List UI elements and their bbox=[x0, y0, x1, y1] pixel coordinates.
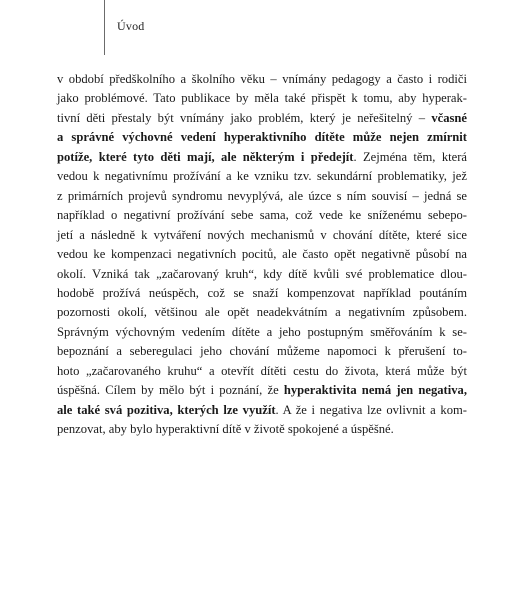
text-segment: hoto „začarovaného kruhu“ a otevřít dítěti cestu do života, která může být bbox=[57, 363, 467, 378]
text-segment: bepoznání a seberegulaci jeho chování můžeme napomoci k přerušení to- bbox=[57, 344, 467, 359]
text-line bbox=[57, 342, 467, 361]
text-line bbox=[57, 70, 467, 89]
bold-text-segment: hyperaktivita nemá jen negativa, bbox=[283, 383, 467, 398]
text-line bbox=[57, 89, 467, 108]
bold-text-segment: a správné výchovné vedení hyperaktivního dítěte může nejen zmírnit bbox=[57, 130, 467, 145]
text-line bbox=[57, 420, 467, 439]
text-line bbox=[57, 362, 467, 381]
text-segment: například o negativní prožívání sebe sama, což vede ke sníženému sebepo- bbox=[57, 208, 467, 223]
text-line bbox=[57, 226, 467, 245]
text-segment: pozornosti okolí, většinou ale opět neadekvátním a negativním způsobem. bbox=[57, 305, 467, 320]
text-line bbox=[57, 303, 467, 322]
text-segment: jetí a následně k vytváření nových mechanismů v chování dítěte, které sice bbox=[57, 227, 467, 242]
text-line bbox=[57, 148, 467, 167]
text-line bbox=[57, 245, 467, 264]
text-segment: vedou ke kompenzaci negativních pocitů, ale často opět negativně působí na bbox=[57, 247, 467, 262]
text-segment: okolí. Vzniká tak „začarovaný kruh“, kdy dítě kvůli své problematice dlou- bbox=[57, 266, 467, 281]
text-segment: . A že i negativa lze ovlivnit a kom- bbox=[275, 402, 467, 417]
text-segment: Správným výchovným vedením dítěte a jeho postupným směřováním k se- bbox=[57, 324, 467, 339]
text-line bbox=[57, 284, 467, 303]
text-segment: v období předškolního a školního věku – vnímány pedagogy a často i rodiči bbox=[57, 72, 467, 86]
text-segment: hodobě prožívá neúspěch, což se snaží kompenzovat například poutáním bbox=[57, 285, 467, 300]
text-segment: vedou k negativnímu prožívání a ke vzniku tzv. sekundární problematiky, jež bbox=[57, 169, 467, 184]
text-line bbox=[57, 323, 467, 342]
body-paragraph bbox=[57, 70, 467, 440]
bold-text-segment: potíže, které tyto děti mají, ale některým i předejít bbox=[57, 149, 354, 164]
text-line bbox=[57, 381, 467, 400]
text-line bbox=[57, 401, 467, 420]
text-line bbox=[57, 167, 467, 186]
text-segment: úspěšná. Cílem by mělo být i poznání, že bbox=[57, 383, 284, 398]
text-segment: penzovat, aby bylo hyperaktivní dítě v životě spokojené a úspěšné. bbox=[57, 422, 394, 437]
text-line bbox=[57, 109, 467, 128]
text-line bbox=[57, 128, 467, 147]
running-head: Úvod bbox=[117, 19, 145, 33]
header-divider-line bbox=[104, 0, 105, 55]
text-line bbox=[57, 206, 467, 225]
text-line bbox=[57, 187, 467, 206]
bold-text-segment: včasné bbox=[431, 110, 467, 125]
text-line bbox=[57, 265, 467, 284]
text-segment: z primárních projevů syndromu nevyplývá, ale úzce s ním souvisí – jedná se bbox=[57, 188, 467, 203]
text-segment: . Zejména těm, která bbox=[353, 149, 467, 164]
text-segment: jako problémové. Tato publikace by měla také přispět k tomu, aby hyperak- bbox=[57, 91, 467, 106]
bold-text-segment: ale také svá pozitiva, kterých lze využít bbox=[57, 402, 276, 417]
text-segment: tivní děti přestaly být vnímány jako problém, který je neřešitelný – bbox=[57, 110, 432, 125]
